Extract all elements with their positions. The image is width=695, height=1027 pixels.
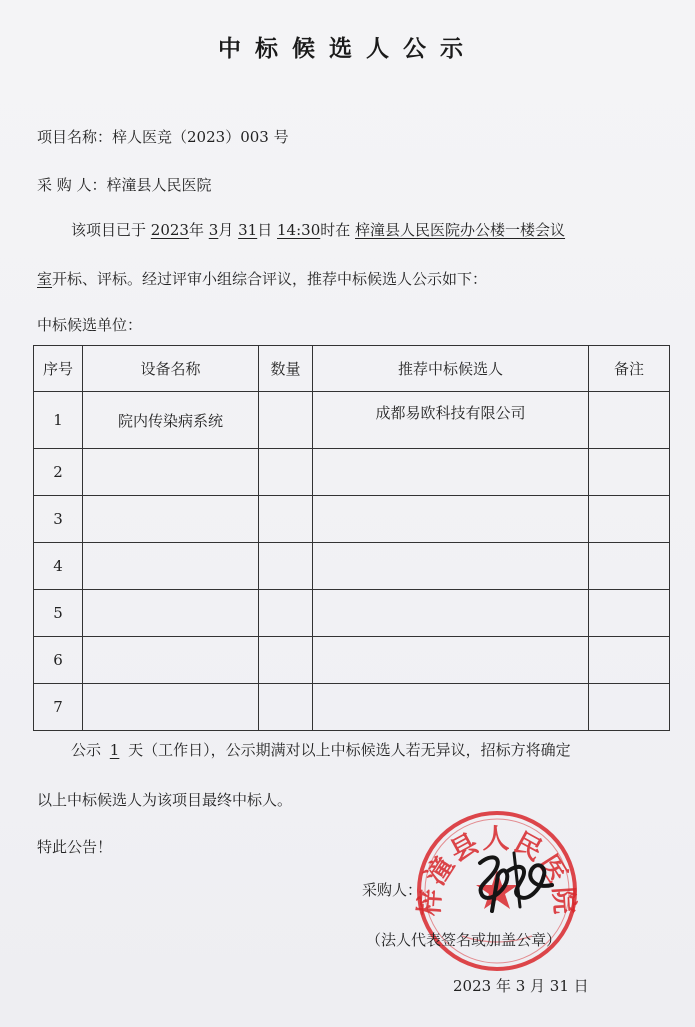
cell-index: 7 xyxy=(34,684,83,731)
candidate-units-label: 中标候选单位： xyxy=(37,316,143,334)
intro-text-2: 开标、评标。经过评审小组综合评议，推荐中标候选人公示如下： xyxy=(52,270,488,288)
purchaser-value: 梓潼县人民医院 xyxy=(106,176,212,194)
document-date: 2023 年 3 月 31 日 xyxy=(453,977,589,995)
cell-quantity xyxy=(259,496,313,543)
header-equipment: 设备名称 xyxy=(83,346,259,392)
notice-text-2: 天（工作日），公示期满对以上中标候选人若无异议，招标方将确定 xyxy=(128,741,571,759)
cell-candidate: 成都易欧科技有限公司 xyxy=(313,392,589,449)
cell-quantity xyxy=(259,684,313,731)
candidate-table xyxy=(33,345,670,731)
page-title: 中标候选人公示 xyxy=(218,36,477,62)
cell-remarks xyxy=(589,496,670,543)
intro-month-unit: 月 xyxy=(218,221,234,239)
intro-place: 梓潼县人民医院办公楼一楼会议 xyxy=(355,221,566,239)
intro-place-end: 室 xyxy=(37,270,53,288)
table-row xyxy=(34,684,670,731)
cell-equipment xyxy=(83,496,259,543)
cell-remarks xyxy=(589,590,670,637)
table-row xyxy=(34,543,670,590)
cell-quantity xyxy=(259,590,313,637)
cell-index: 2 xyxy=(34,449,83,496)
purchaser-line xyxy=(37,174,212,195)
cell-candidate xyxy=(313,590,589,637)
cell-remarks xyxy=(589,684,670,731)
intro-line-2 xyxy=(37,268,487,289)
cell-candidate xyxy=(313,637,589,684)
cell-remarks xyxy=(589,449,670,496)
notice-days: 1 xyxy=(109,741,120,759)
header-index: 序号 xyxy=(34,346,83,392)
cell-candidate xyxy=(313,684,589,731)
intro-year-unit: 年 xyxy=(188,221,204,239)
signature-note: （法人代表签名或加盖公章） xyxy=(366,931,562,949)
project-name-value: 梓人医竞（2023）003 号 xyxy=(112,128,289,146)
cell-index: 3 xyxy=(34,496,83,543)
cell-quantity xyxy=(259,543,313,590)
table-row xyxy=(34,637,670,684)
cell-remarks xyxy=(589,637,670,684)
cell-index: 6 xyxy=(34,637,83,684)
cell-equipment xyxy=(83,684,259,731)
notice-line-1 xyxy=(71,739,571,760)
cell-equipment xyxy=(83,590,259,637)
table-row xyxy=(34,496,670,543)
cell-quantity xyxy=(259,449,313,496)
cell-equipment: 院内传染病系统 xyxy=(83,392,259,449)
cell-remarks xyxy=(589,543,670,590)
table-row xyxy=(34,392,670,449)
intro-day: 31 xyxy=(238,221,258,239)
table-row xyxy=(34,449,670,496)
project-name-label: 项目名称： xyxy=(37,128,113,146)
cell-index: 5 xyxy=(34,590,83,637)
notice-line-2: 以上中标候选人为该项目最终中标人。 xyxy=(37,791,293,809)
intro-day-unit: 日 xyxy=(257,221,273,239)
cell-index: 1 xyxy=(34,392,83,449)
intro-text: 该项目已于 xyxy=(71,221,147,239)
cell-equipment xyxy=(83,449,259,496)
svg-text:梓潼县人民医院: 梓潼县人民医院 xyxy=(414,824,580,918)
closing-text: 特此公告！ xyxy=(37,838,113,856)
cell-quantity xyxy=(259,392,313,449)
intro-time: 14:30 xyxy=(277,221,321,239)
cell-candidate xyxy=(313,449,589,496)
cell-remarks xyxy=(589,392,670,449)
cell-candidate xyxy=(313,496,589,543)
intro-time-unit: 时在 xyxy=(320,221,351,239)
signature-label: 采购人： xyxy=(362,881,423,899)
cell-equipment xyxy=(83,637,259,684)
intro-year: 2023 xyxy=(150,221,189,239)
header-remarks: 备注 xyxy=(589,346,670,392)
purchaser-label: 采 购 人： xyxy=(37,176,107,194)
table-row xyxy=(34,590,670,637)
signature-icon xyxy=(462,845,562,915)
table-header-row xyxy=(34,346,670,392)
cell-index: 4 xyxy=(34,543,83,590)
cell-quantity xyxy=(259,637,313,684)
cell-candidate xyxy=(313,543,589,590)
cell-equipment xyxy=(83,543,259,590)
header-quantity: 数量 xyxy=(259,346,313,392)
project-name-line xyxy=(37,126,289,147)
intro-line-1 xyxy=(71,219,565,240)
header-candidate: 推荐中标候选人 xyxy=(313,346,589,392)
intro-month: 3 xyxy=(208,221,219,239)
notice-text: 公示 xyxy=(71,741,102,759)
